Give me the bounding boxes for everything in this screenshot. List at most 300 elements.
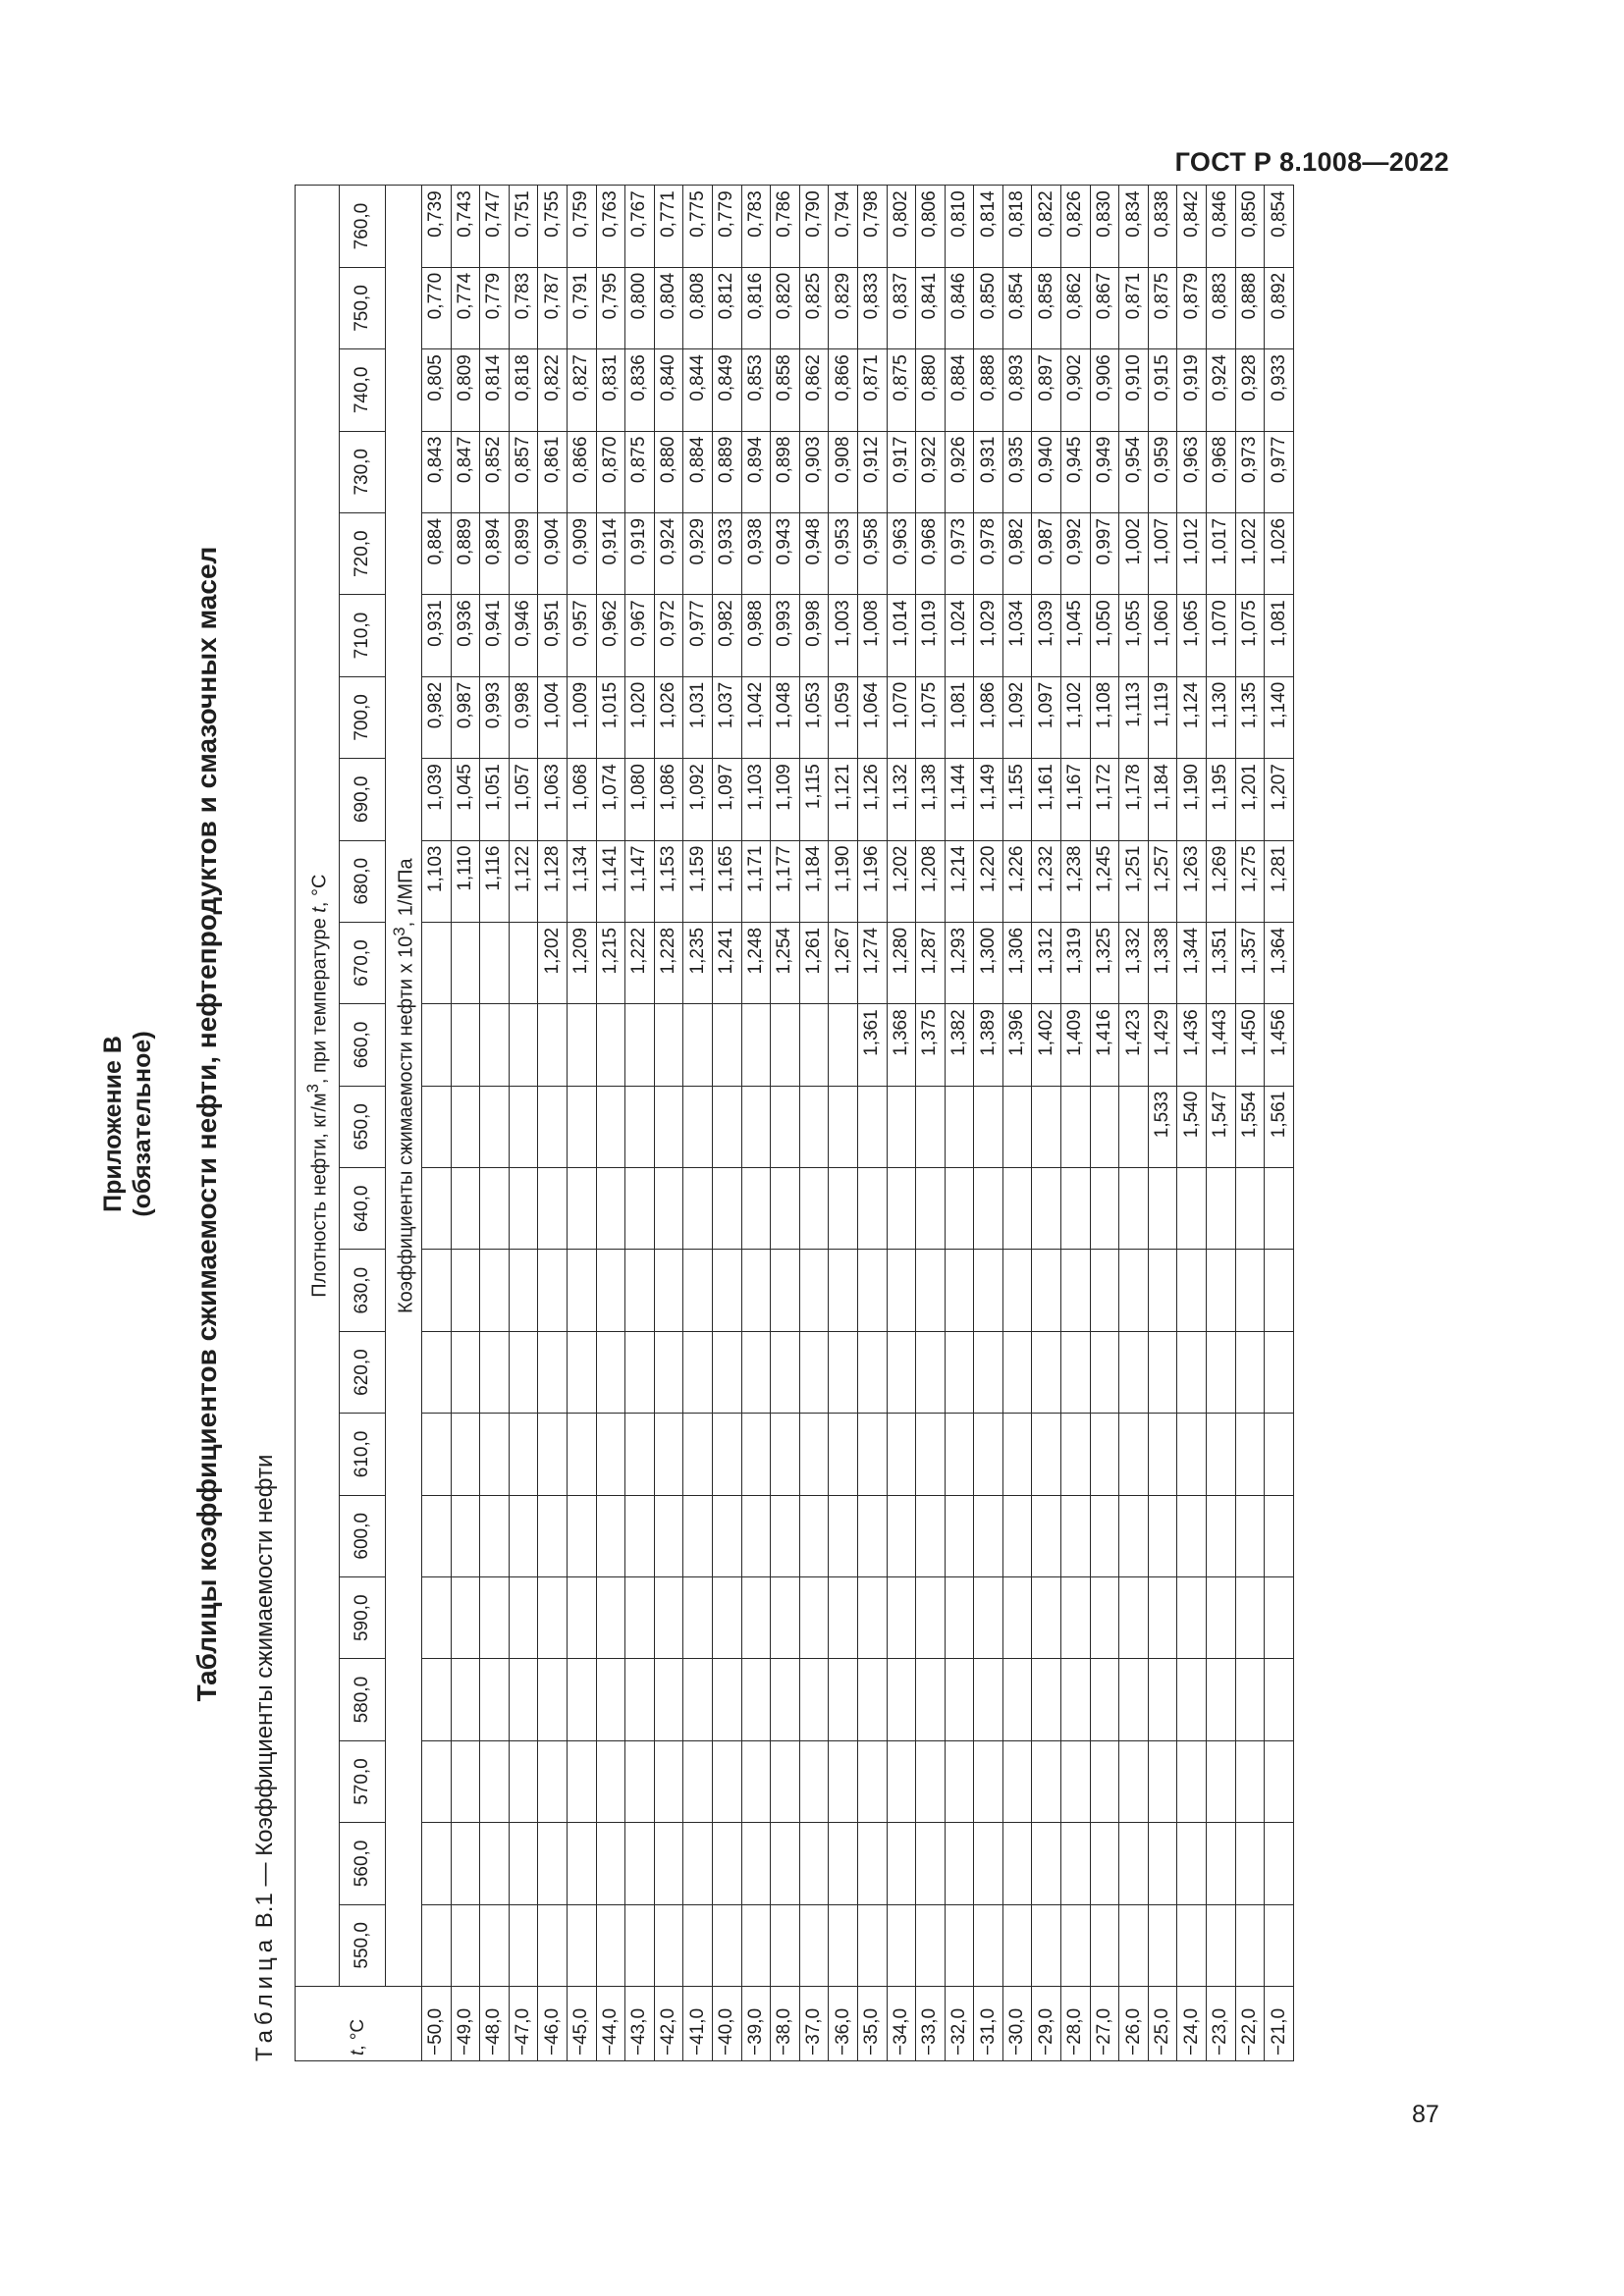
coefficient-cell <box>538 1168 568 1250</box>
coefficient-cell <box>771 1086 800 1167</box>
coefficient-cell <box>1090 1414 1119 1495</box>
coefficient-cell <box>799 1086 829 1167</box>
coefficient-cell <box>538 1004 568 1086</box>
coefficient-cell <box>509 1331 538 1413</box>
coefficient-cell <box>1032 1331 1061 1413</box>
coefficient-cell: 0,831 <box>596 349 625 431</box>
coefficient-cell: 1,300 <box>974 922 1003 1003</box>
coefficient-cell <box>974 1168 1003 1250</box>
table-row <box>625 186 655 2061</box>
coefficient-cell: 1,389 <box>974 1004 1003 1086</box>
coefficient-cell: 1,423 <box>1119 1004 1149 1086</box>
coefficient-cell <box>799 1168 829 1250</box>
coefficient-cell: 0,967 <box>625 595 655 676</box>
coefficient-cell <box>451 1904 480 1986</box>
temperature-cell: −50,0 <box>422 1987 452 2061</box>
coefficient-cell: 1,039 <box>1032 595 1061 676</box>
coefficient-cell <box>1148 1168 1177 1250</box>
density-header-cell: 560,0 <box>340 1823 386 1904</box>
coefficient-cell <box>1207 1904 1236 1986</box>
coefficient-cell: 0,857 <box>509 431 538 512</box>
coefficient-cell: 1,561 <box>1265 1086 1294 1167</box>
coefficient-cell: 1,045 <box>451 759 480 840</box>
temperature-cell: −30,0 <box>1002 1987 1032 2061</box>
coefficient-cell <box>1002 1659 1032 1740</box>
coefficient-cell: 0,853 <box>741 349 771 431</box>
coefficient-cell <box>1207 1495 1236 1576</box>
coefficient-cell <box>1265 1904 1294 1986</box>
coefficient-cell <box>1265 1250 1294 1331</box>
coefficient-cell: 0,779 <box>480 267 510 348</box>
coefficient-cell <box>596 1577 625 1659</box>
coefficient-cell <box>887 1740 916 1822</box>
density-header-cell: 610,0 <box>340 1414 386 1495</box>
coefficient-cell <box>1032 1577 1061 1659</box>
coefficient-cell: 0,892 <box>1265 267 1294 348</box>
coefficient-cell <box>945 1740 974 1822</box>
coef-header-unit: , 1/МПа <box>395 858 417 928</box>
coefficient-cell: 1,019 <box>916 595 946 676</box>
coefficient-cell: 0,949 <box>1090 431 1119 512</box>
table-row <box>974 186 1003 2061</box>
coefficient-cell <box>887 1904 916 1986</box>
coefficient-cell <box>887 1577 916 1659</box>
table-row <box>1177 186 1207 2061</box>
coefficient-cell: 1,190 <box>1177 759 1207 840</box>
coefficient-cell <box>771 1004 800 1086</box>
coefficient-cell: 0,747 <box>480 186 510 267</box>
coefficient-cell: 1,161 <box>1032 759 1061 840</box>
coefficient-cell: 1,274 <box>857 922 887 1003</box>
coefficient-cell <box>567 1495 596 1576</box>
coefficient-cell: 0,861 <box>538 431 568 512</box>
coefficient-cell: 1,064 <box>857 676 887 758</box>
coefficient-cell <box>625 1250 655 1331</box>
coefficient-cell <box>451 1495 480 1576</box>
coefficient-cell: 1,306 <box>1002 922 1032 1003</box>
temperature-cell: −44,0 <box>596 1987 625 2061</box>
coefficient-cell <box>771 1331 800 1413</box>
coefficient-cell <box>945 1168 974 1250</box>
coefficient-cell: 1,039 <box>422 759 452 840</box>
coefficient-cell <box>1177 1577 1207 1659</box>
coefficient-cell: 1,287 <box>916 922 946 1003</box>
coefficient-cell <box>451 1004 480 1086</box>
coefficient-cell <box>829 1659 858 1740</box>
coefficient-cell <box>509 1004 538 1086</box>
coefficient-cell: 0,903 <box>799 431 829 512</box>
coefficient-cell <box>1002 1823 1032 1904</box>
coefficient-cell: 0,818 <box>1002 186 1032 267</box>
coefficient-cell <box>799 1250 829 1331</box>
coefficient-cell: 0,946 <box>509 595 538 676</box>
coefficient-cell <box>857 1740 887 1822</box>
density-header-sup: 3 <box>302 1084 322 1094</box>
coefficient-cell: 1,312 <box>1032 922 1061 1003</box>
coefficient-cell <box>1148 1659 1177 1740</box>
coefficient-cell <box>538 1331 568 1413</box>
coefficient-cell: 0,879 <box>1177 267 1207 348</box>
coefficient-cell <box>1177 1740 1207 1822</box>
coefficient-cell: 1,215 <box>596 922 625 1003</box>
coefficient-cell: 0,794 <box>829 186 858 267</box>
density-header-cell: 720,0 <box>340 512 386 594</box>
coefficient-cell <box>480 1004 510 1086</box>
coefficient-cell <box>1265 1740 1294 1822</box>
coefficient-cell: 0,973 <box>945 512 974 594</box>
coefficient-cell <box>1177 1823 1207 1904</box>
coefficient-cell <box>509 1414 538 1495</box>
coefficient-cell: 0,948 <box>799 512 829 594</box>
coefficient-cell: 1,068 <box>567 759 596 840</box>
coefficient-cell: 1,241 <box>712 922 741 1003</box>
coefficient-cell <box>1148 1823 1177 1904</box>
coefficient-cell <box>916 1495 946 1576</box>
coefficient-cell: 1,031 <box>683 676 713 758</box>
coefficient-cell <box>771 1495 800 1576</box>
coefficient-cell <box>974 1740 1003 1822</box>
coefficient-cell: 1,184 <box>1148 759 1177 840</box>
coefficient-cell: 1,080 <box>625 759 655 840</box>
coefficient-cell <box>1235 1823 1265 1904</box>
coefficient-cell <box>625 1904 655 1986</box>
coefficient-cell: 1,012 <box>1177 512 1207 594</box>
coefficient-cell <box>771 1577 800 1659</box>
coefficient-cell <box>451 1250 480 1331</box>
coefficient-cell <box>1235 1740 1265 1822</box>
coefficient-cell: 0,978 <box>974 512 1003 594</box>
temperature-cell: −34,0 <box>887 1987 916 2061</box>
coefficient-cell: 1,344 <box>1177 922 1207 1003</box>
coefficient-cell: 1,178 <box>1119 759 1149 840</box>
coefficient-cell <box>741 1577 771 1659</box>
coefficient-cell <box>683 1740 713 1822</box>
coefficient-cell <box>1119 1740 1149 1822</box>
coefficient-cell: 1,232 <box>1032 840 1061 922</box>
coefficient-cell <box>1148 1250 1177 1331</box>
coefficient-cell: 0,862 <box>799 349 829 431</box>
coefficient-cell: 1,214 <box>945 840 974 922</box>
coefficient-cell: 1,130 <box>1207 676 1236 758</box>
coefficient-cell: 0,931 <box>974 431 1003 512</box>
coefficient-cell: 0,894 <box>480 512 510 594</box>
coefficient-cell <box>741 1823 771 1904</box>
coefficient-cell <box>829 1577 858 1659</box>
coefficient-cell: 0,919 <box>1177 349 1207 431</box>
coefficient-cell <box>654 1168 683 1250</box>
coefficient-cell: 1,009 <box>567 676 596 758</box>
coefficient-cell <box>625 1414 655 1495</box>
table-row <box>1032 186 1061 2061</box>
coefficient-cell: 1,159 <box>683 840 713 922</box>
coefficient-cell: 1,132 <box>887 759 916 840</box>
coefficient-cell: 1,368 <box>887 1004 916 1086</box>
coefficient-cell <box>712 1168 741 1250</box>
coefficient-cell <box>945 1250 974 1331</box>
coefficient-cell: 1,138 <box>916 759 946 840</box>
coefficient-cell <box>567 1168 596 1250</box>
coefficient-cell <box>712 1495 741 1576</box>
coefficient-cell: 0,938 <box>741 512 771 594</box>
coefficient-cell <box>1090 1331 1119 1413</box>
coefficient-cell <box>625 1659 655 1740</box>
coefficient-cell: 1,124 <box>1177 676 1207 758</box>
coefficient-cell: 0,787 <box>538 267 568 348</box>
coefficient-cell <box>422 1495 452 1576</box>
coefficient-cell: 1,045 <box>1061 595 1091 676</box>
coefficient-cell: 1,014 <box>887 595 916 676</box>
temperature-cell: −47,0 <box>509 1987 538 2061</box>
coefficient-cell: 0,871 <box>1119 267 1149 348</box>
coefficient-cell <box>422 1250 452 1331</box>
coefficient-cell: 0,820 <box>771 267 800 348</box>
density-header-var: t <box>308 907 331 913</box>
coefficient-cell <box>1148 1904 1177 1986</box>
coefficient-cell: 0,982 <box>1002 512 1032 594</box>
coefficient-cell <box>538 1823 568 1904</box>
coefficient-cell <box>538 1250 568 1331</box>
coefficient-cell <box>480 1331 510 1413</box>
coefficient-cell <box>596 1904 625 1986</box>
density-header-cell: 550,0 <box>340 1904 386 1986</box>
coefficient-cell <box>422 1659 452 1740</box>
coefficient-cell: 1,257 <box>1148 840 1177 922</box>
coefficient-cell: 0,836 <box>625 349 655 431</box>
coefficient-cell <box>654 1086 683 1167</box>
coefficient-cell: 1,081 <box>945 676 974 758</box>
temperature-cell: −41,0 <box>683 1987 713 2061</box>
coefficient-cell <box>1061 1086 1091 1167</box>
temperature-header-var: t <box>348 2050 368 2056</box>
coefficient-cell: 1,103 <box>422 840 452 922</box>
coefficient-cell <box>829 1168 858 1250</box>
table-row <box>1090 186 1119 2061</box>
coefficient-cell <box>1235 1495 1265 1576</box>
table-row <box>1002 186 1032 2061</box>
coefficient-cell <box>509 1577 538 1659</box>
coefficient-cell: 1,034 <box>1002 595 1032 676</box>
coefficient-cell <box>451 1740 480 1822</box>
coefficient-cell: 1,022 <box>1235 512 1265 594</box>
coefficient-cell: 1,029 <box>974 595 1003 676</box>
coefficient-cell <box>654 1577 683 1659</box>
temperature-cell: −39,0 <box>741 1987 771 2061</box>
coefficient-cell: 1,254 <box>771 922 800 1003</box>
coefficient-cell: 1,375 <box>916 1004 946 1086</box>
coefficient-cell <box>1061 1331 1091 1413</box>
coefficient-cell <box>509 1904 538 1986</box>
coefficient-cell <box>1265 1414 1294 1495</box>
coefficient-cell: 0,880 <box>916 349 946 431</box>
coefficient-cell <box>625 1740 655 1822</box>
coefficient-cell <box>799 1414 829 1495</box>
coefficient-cell: 1,184 <box>799 840 829 922</box>
coefficient-cell: 1,086 <box>974 676 1003 758</box>
coefficient-cell: 1,167 <box>1061 759 1091 840</box>
coefficient-cell: 0,791 <box>567 267 596 348</box>
coefficient-cell: 1,357 <box>1235 922 1265 1003</box>
coefficient-cell: 0,933 <box>712 512 741 594</box>
coefficient-cell <box>1061 1250 1091 1331</box>
coefficient-cell <box>857 1086 887 1167</box>
coefficient-cell <box>1002 1740 1032 1822</box>
table-row <box>538 186 568 2061</box>
table-row <box>683 186 713 2061</box>
coefficient-cell <box>1119 1168 1149 1250</box>
coefficient-cell: 1,116 <box>480 840 510 922</box>
coefficient-cell: 0,827 <box>567 349 596 431</box>
density-header-cell: 580,0 <box>340 1659 386 1740</box>
coefficient-cell: 0,926 <box>945 431 974 512</box>
coefficient-cell: 1,416 <box>1090 1004 1119 1086</box>
coefficient-cell <box>771 1414 800 1495</box>
coefficient-cell <box>683 1904 713 1986</box>
coefficient-cell: 0,837 <box>887 267 916 348</box>
coefficient-cell: 1,063 <box>538 759 568 840</box>
coefficient-cell: 0,818 <box>509 349 538 431</box>
coefficient-cell: 0,919 <box>625 512 655 594</box>
coefficient-cell: 1,261 <box>799 922 829 1003</box>
coefficient-cell: 0,804 <box>654 267 683 348</box>
coefficient-cell <box>1119 1495 1149 1576</box>
coefficient-cell: 1,443 <box>1207 1004 1236 1086</box>
coefficient-cell <box>1119 1577 1149 1659</box>
coefficient-cell <box>683 1823 713 1904</box>
coefficient-cell: 0,786 <box>771 186 800 267</box>
table-caption-text: — Коэффициенты сжимаемости нефти <box>251 1454 278 1887</box>
table-row <box>1119 186 1149 2061</box>
coefficient-cell <box>741 1168 771 1250</box>
temperature-cell: −23,0 <box>1207 1987 1236 2061</box>
coefficient-cell: 1,003 <box>829 595 858 676</box>
coefficient-cell: 0,743 <box>451 186 480 267</box>
coefficient-cell: 0,771 <box>654 186 683 267</box>
coefficient-cell <box>1119 1086 1149 1167</box>
coefficient-cell <box>741 1086 771 1167</box>
coefficient-cell <box>1148 1414 1177 1495</box>
coefficient-cell <box>1090 1823 1119 1904</box>
coefficient-cell <box>887 1086 916 1167</box>
table-row <box>422 186 452 2061</box>
coefficient-cell <box>799 1659 829 1740</box>
temperature-cell: −40,0 <box>712 1987 741 2061</box>
coefficient-cell: 0,875 <box>625 431 655 512</box>
temperature-cell: −22,0 <box>1235 1987 1265 2061</box>
coefficient-cell: 1,382 <box>945 1004 974 1086</box>
coefficient-cell <box>799 1904 829 1986</box>
coefficient-cell: 1,396 <box>1002 1004 1032 1086</box>
coefficient-cell: 1,409 <box>1061 1004 1091 1086</box>
density-header-cell: 760,0 <box>340 186 386 267</box>
coefficient-cell <box>1177 1414 1207 1495</box>
coefficient-cell: 0,847 <box>451 431 480 512</box>
table-row <box>1148 186 1177 2061</box>
temperature-cell: −46,0 <box>538 1987 568 2061</box>
compressibility-table <box>295 185 1294 2061</box>
coefficient-cell <box>567 1659 596 1740</box>
coefficient-cell <box>654 1740 683 1822</box>
coefficient-cell <box>857 1495 887 1576</box>
coefficient-cell: 0,843 <box>422 431 452 512</box>
coef-header-sup: 3 <box>389 927 408 936</box>
coefficient-cell: 1,037 <box>712 676 741 758</box>
coefficient-cell <box>712 1659 741 1740</box>
coefficient-cell <box>974 1659 1003 1740</box>
coefficient-cell <box>857 1331 887 1413</box>
coefficient-cell <box>1061 1168 1091 1250</box>
coefficient-cell: 0,830 <box>1090 186 1119 267</box>
coefficient-cell <box>480 1086 510 1167</box>
coefficient-cell <box>422 1414 452 1495</box>
coefficient-cell: 1,533 <box>1148 1086 1177 1167</box>
coefficient-cell <box>596 1086 625 1167</box>
table-caption-number: В.1 <box>251 1893 278 1929</box>
coefficient-cell <box>1265 1577 1294 1659</box>
table-row <box>1235 186 1265 2061</box>
coefficient-cell <box>422 1904 452 1986</box>
coefficient-cell <box>771 1168 800 1250</box>
coefficient-cell: 0,977 <box>683 595 713 676</box>
coefficient-cell <box>1032 1904 1061 1986</box>
coefficient-cell <box>741 1495 771 1576</box>
table-row <box>451 186 480 2061</box>
coefficient-cell <box>741 1331 771 1413</box>
coefficient-cell <box>829 1331 858 1413</box>
coefficient-cell: 1,059 <box>829 676 858 758</box>
coefficient-cell <box>567 1331 596 1413</box>
coefficient-cell <box>1148 1495 1177 1576</box>
coefficient-cell: 1,275 <box>1235 840 1265 922</box>
coefficient-cell <box>829 1414 858 1495</box>
coefficient-cell <box>1177 1168 1207 1250</box>
coefficient-cell: 1,002 <box>1119 512 1149 594</box>
coefficient-cell: 1,338 <box>1148 922 1177 1003</box>
coefficient-cell <box>567 1086 596 1167</box>
coefficient-cell: 1,190 <box>829 840 858 922</box>
coefficient-cell: 1,113 <box>1119 676 1149 758</box>
coefficient-cell: 1,325 <box>1090 922 1119 1003</box>
coefficient-cell: 1,220 <box>974 840 1003 922</box>
coefficient-cell: 1,051 <box>480 759 510 840</box>
density-header-cell: 660,0 <box>340 1004 386 1086</box>
coefficient-cell <box>1207 1250 1236 1331</box>
coefficient-cell: 0,875 <box>887 349 916 431</box>
temperature-cell: −43,0 <box>625 1987 655 2061</box>
coefficient-cell <box>857 1168 887 1250</box>
coefficient-cell: 0,844 <box>683 349 713 431</box>
coefficient-cell: 1,429 <box>1148 1004 1177 1086</box>
coefficient-cell: 0,790 <box>799 186 829 267</box>
coefficient-cell: 0,884 <box>683 431 713 512</box>
coefficient-cell <box>1265 1495 1294 1576</box>
coefficient-cell: 1,008 <box>857 595 887 676</box>
appendix-title: Приложение В <box>99 1036 127 1212</box>
coefficient-cell: 0,963 <box>887 512 916 594</box>
coefficient-cell: 1,238 <box>1061 840 1091 922</box>
temperature-column-header <box>296 1987 422 2061</box>
coefficient-cell <box>1002 1250 1032 1331</box>
coefficient-cell: 0,852 <box>480 431 510 512</box>
coefficient-cell: 0,922 <box>916 431 946 512</box>
coefficient-cell: 0,997 <box>1090 512 1119 594</box>
coefficient-cell <box>771 1250 800 1331</box>
coefficient-cell <box>1032 1495 1061 1576</box>
coefficient-cell <box>480 1168 510 1250</box>
coefficient-cell <box>422 1740 452 1822</box>
coefficient-cell: 0,812 <box>712 267 741 348</box>
table-row <box>857 186 887 2061</box>
coefficient-cell <box>829 1086 858 1167</box>
